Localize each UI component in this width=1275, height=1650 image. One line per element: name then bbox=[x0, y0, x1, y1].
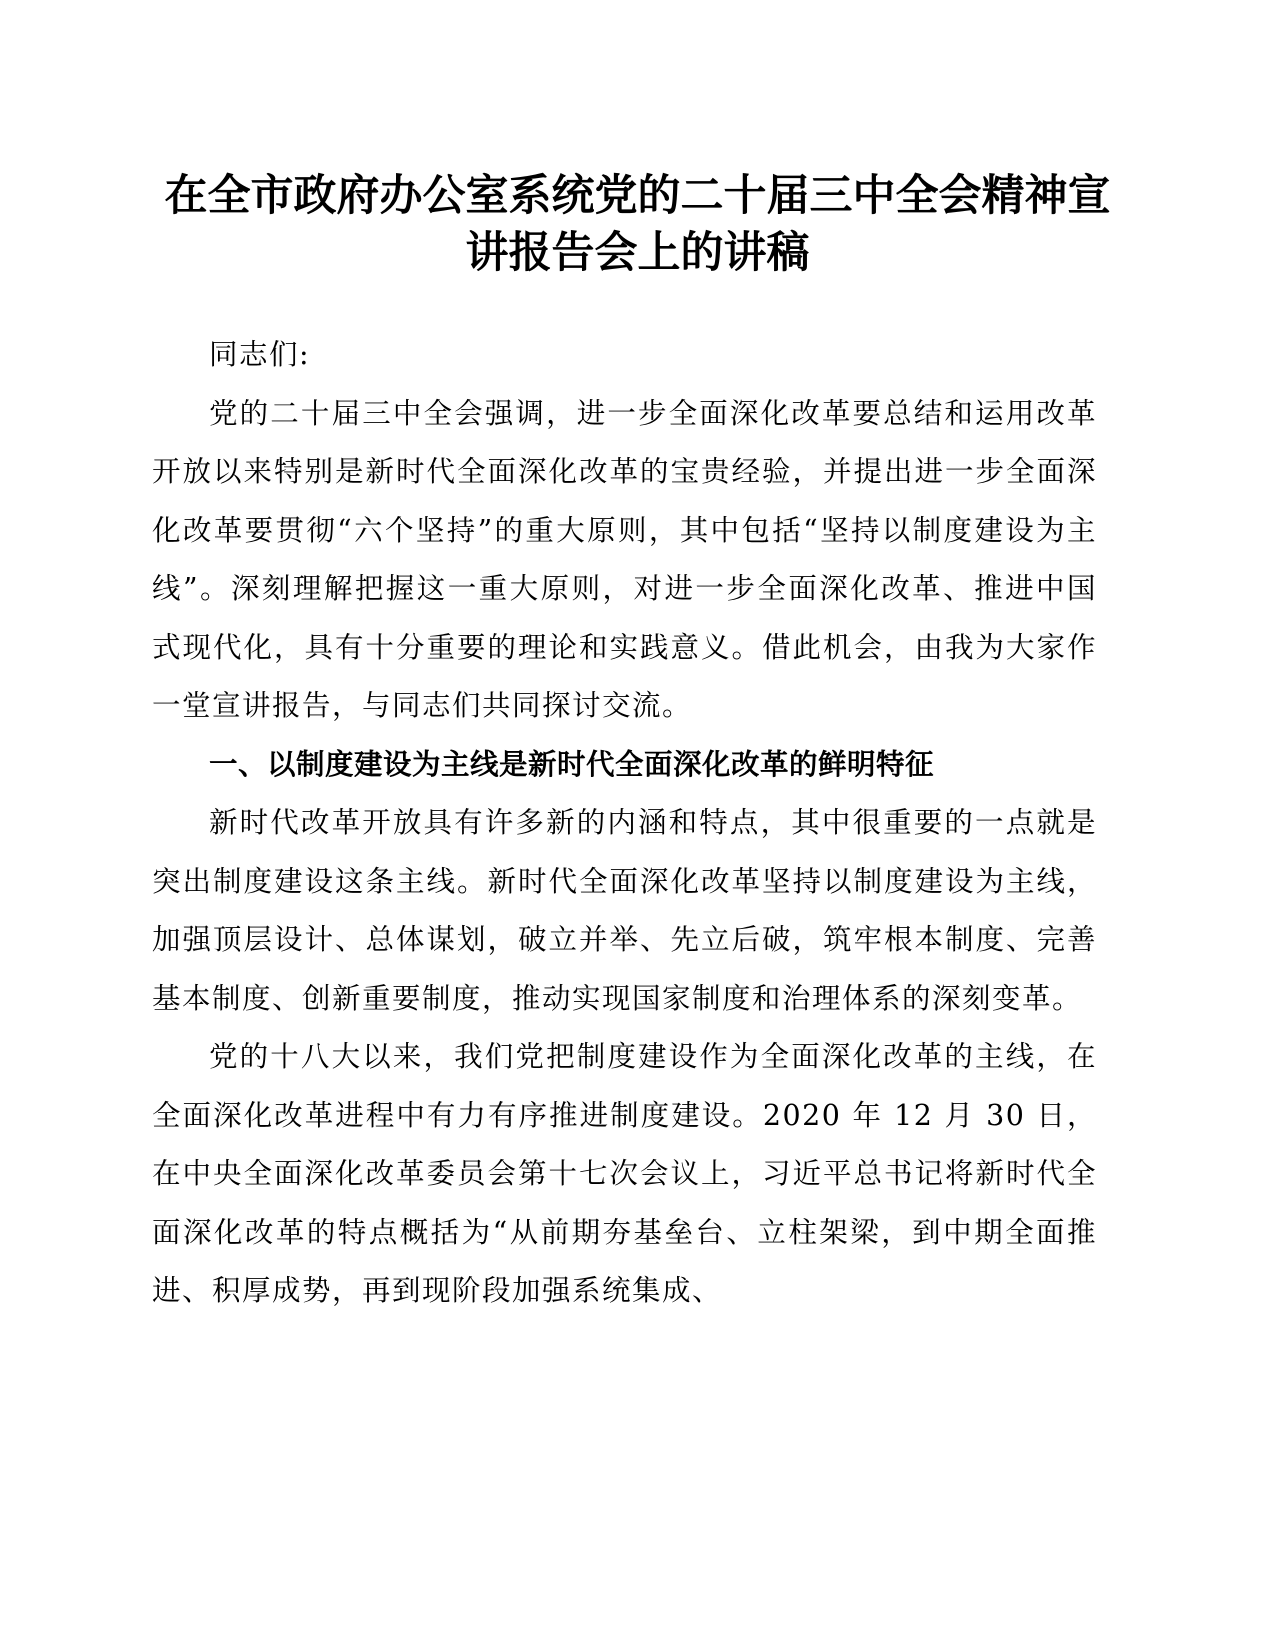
section-paragraph-2: 党的十八大以来，我们党把制度建设作为全面深化改革的主线，在全面深化改革进程中有力有序推进制度建设。2020 年 12 月 30 日，在中央全面深化改革委员会第十七次会议上，习近平总书记将新时代全面深化改革的特点概括为“从前期夯基垒台、立柱架梁，到中期全面推进、积厚成势，再到现阶段加强系统集成、 bbox=[152, 1040, 1097, 1307]
section-heading: 一、以制度建设为主线是新时代全面深化改革的鲜明特征 bbox=[209, 747, 935, 781]
salutation: 同志们: bbox=[209, 338, 311, 371]
intro-paragraph: 党的二十届三中全会强调，进一步全面深化改革要总结和运用改革开放以来特别是新时代全面深化改革的宝贵经验，并提出进一步全面深化改革要贯彻“六个坚持”的重大原则，其中包括“坚持以制度建设为主线”。深刻理解把握这一重大原则，对进一步全面深化改革、推进中国式现代化，具有十分重要的理论和实践意义。借此机会，由我为大家作一堂宣讲报告，与同志们共同探讨交流。 bbox=[152, 396, 1097, 722]
document-title: 在全市政府办公室系统党的二十届三中全会精神宣讲报告会上的讲稿 bbox=[164, 171, 1111, 278]
document-body bbox=[152, 326, 1097, 1321]
section-paragraph-1: 新时代改革开放具有许多新的内涵和特点，其中很重要的一点就是突出制度建设这条主线。新时代全面深化改革坚持以制度建设为主线，加强顶层设计、总体谋划，破立并举、先立后破，筑牢根本制度、完善基本制度、创新重要制度，推动实现国家制度和治理体系的深刻变革。 bbox=[152, 806, 1097, 1015]
